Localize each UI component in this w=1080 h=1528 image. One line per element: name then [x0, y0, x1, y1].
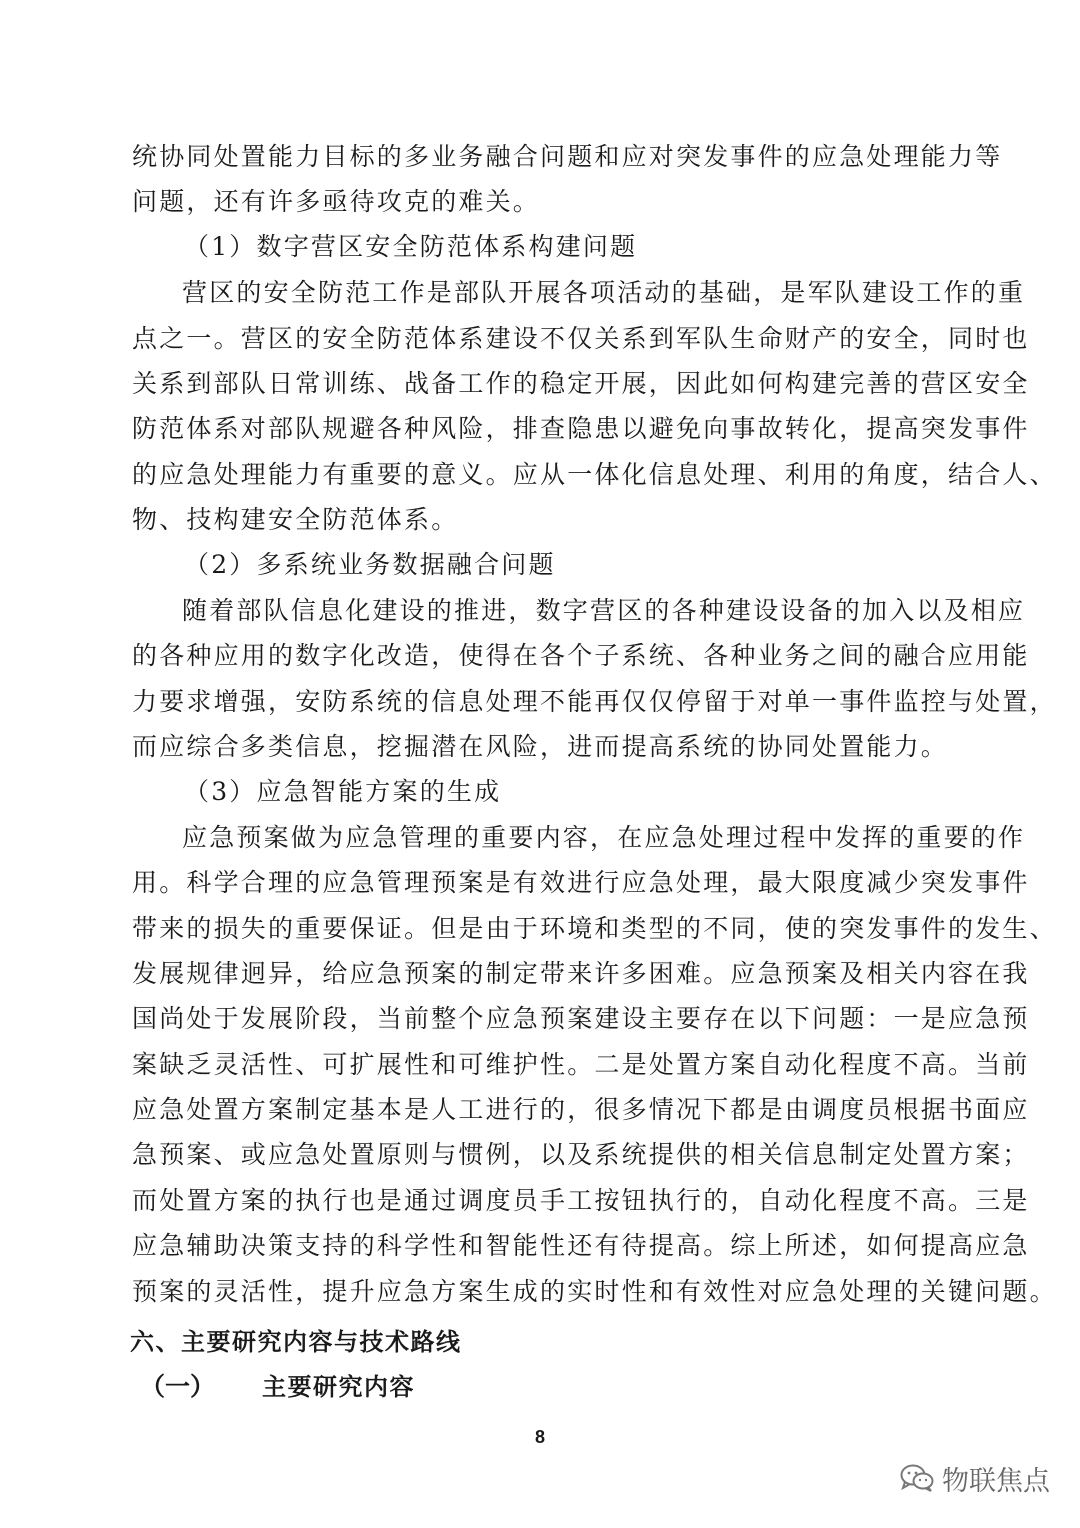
- text-line: 问题，还有许多亟待攻克的难关。: [132, 187, 541, 216]
- text-line: 案缺乏灵活性、可扩展性和可维护性。二是处置方案自动化程度不高。当前: [132, 1050, 1030, 1079]
- text-line: 统协同处置能力目标的多业务融合问题和应对突发事件的应急处理能力等: [132, 142, 1003, 171]
- text-line: 的应急处理能力有重要的意义。应从一体化信息处理、利用的角度，结合人、: [132, 460, 1057, 489]
- subheading-2: （2）多系统业务数据融合问题: [184, 550, 556, 579]
- text-line: 防范体系对部队规避各种风险，排查隐患以避免向事故转化，提高突发事件: [132, 414, 1030, 443]
- subsection-number: （一）: [140, 1372, 216, 1401]
- text-line: 关系到部队日常训练、战备工作的稳定开展，因此如何构建完善的营区安全: [132, 369, 1030, 398]
- text-line: 随着部队信息化建设的推进，数字营区的各种建设设备的加入以及相应: [182, 596, 1026, 625]
- text-line: 用。科学合理的应急管理预案是有效进行应急处理，最大限度减少突发事件: [132, 868, 1030, 897]
- wechat-watermark: [900, 1458, 1050, 1498]
- text-line: 营区的安全防范工作是部队开展各项活动的基础，是军队建设工作的重: [182, 278, 1026, 307]
- text-line: 应急辅助决策支持的科学性和智能性还有待提高。综上所述，如何提高应急: [132, 1231, 1030, 1260]
- text-line: 而应综合多类信息，挖掘潜在风险，进而提高系统的协同处置能力。: [132, 732, 949, 761]
- text-line: 发展规律迥异，给应急预案的制定带来许多困难。应急预案及相关内容在我: [132, 959, 1030, 988]
- page-number: 8: [534, 1427, 545, 1447]
- text-line: 急预案、或应急处置原则与惯例，以及系统提供的相关信息制定处置方案；: [132, 1140, 1030, 1169]
- text-line: 的各种应用的数字化改造，使得在各个子系统、各种业务之间的融合应用能: [132, 641, 1030, 670]
- text-line: 点之一。营区的安全防范体系建设不仅关系到军队生命财产的安全，同时也: [132, 324, 1030, 353]
- section-heading: 六、主要研究内容与技术路线: [130, 1328, 462, 1356]
- text-line: 力要求增强，安防系统的信息处理不能再仅仅停留于对单一事件监控与处置，: [132, 687, 1057, 716]
- subheading-1: （1）数字营区安全防范体系构建问题: [184, 232, 638, 261]
- watermark-text: 物联焦点: [942, 1465, 1050, 1497]
- text-line: 国尚处于发展阶段，当前整个应急预案建设主要存在以下问题：一是应急预: [132, 1004, 1030, 1033]
- text-line: 预案的灵活性，提升应急方案生成的实时性和有效性对应急处理的关键问题。: [132, 1277, 1057, 1306]
- text-line: 而处置方案的执行也是通过调度员手工按钮执行的，自动化程度不高。三是: [132, 1186, 1030, 1215]
- text-line: 应急预案做为应急管理的重要内容，在应急处理过程中发挥的重要的作: [182, 823, 1026, 852]
- text-line: 应急处置方案制定基本是人工进行的，很多情况下都是由调度员根据书面应: [132, 1095, 1030, 1124]
- subsection-title: 主要研究内容: [262, 1372, 415, 1401]
- subheading-3: （3）应急智能方案的生成: [184, 777, 502, 806]
- text-line: 带来的损失的重要保证。但是由于环境和类型的不同，使的突发事件的发生、: [132, 914, 1057, 943]
- text-line: 物、技构建安全防范体系。: [132, 505, 459, 534]
- wechat-icon: [900, 1463, 934, 1493]
